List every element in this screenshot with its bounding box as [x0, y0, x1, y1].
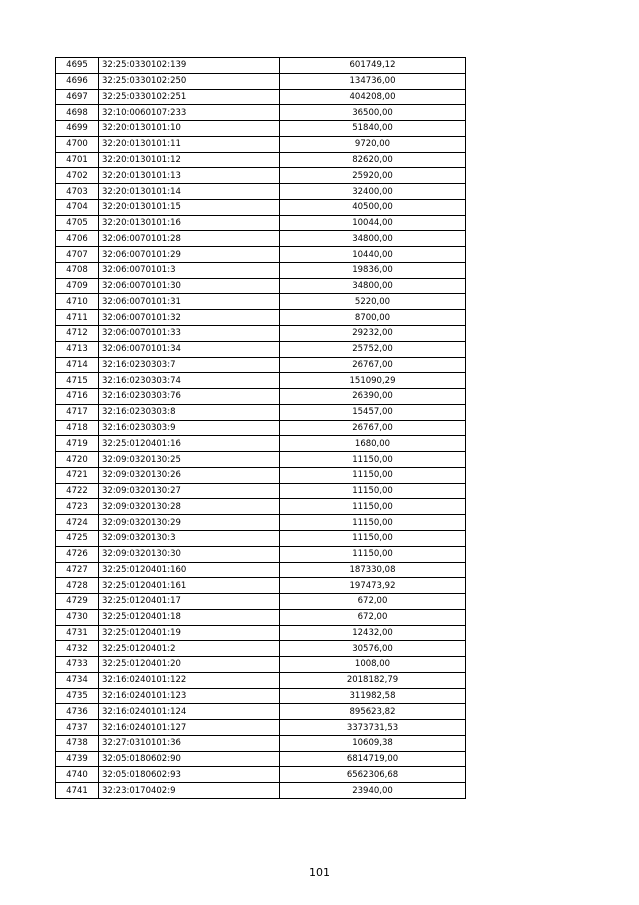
cadastral-number-cell: 32:25:0120401:19 [99, 625, 280, 641]
row-number-cell: 4738 [56, 735, 99, 751]
cadastral-number-cell: 32:06:0070101:30 [99, 278, 280, 294]
row-number-cell: 4697 [56, 89, 99, 105]
table-row [56, 672, 466, 688]
table-row [56, 184, 466, 200]
cadastral-number-cell: 32:25:0120401:2 [99, 641, 280, 657]
cadastral-number-cell: 32:05:0180602:90 [99, 751, 280, 767]
row-number-cell: 4713 [56, 341, 99, 357]
cadastral-value-cell: 36500,00 [280, 105, 466, 121]
row-number-cell: 4729 [56, 594, 99, 610]
table-row [56, 215, 466, 231]
row-number-cell: 4739 [56, 751, 99, 767]
table-row [56, 389, 466, 405]
row-number-cell: 4728 [56, 578, 99, 594]
cadastral-number-cell: 32:09:0320130:27 [99, 483, 280, 499]
cadastral-value-cell: 12432,00 [280, 625, 466, 641]
cadastral-number-cell: 32:06:0070101:34 [99, 341, 280, 357]
row-number-cell: 4696 [56, 73, 99, 89]
row-number-cell: 4734 [56, 672, 99, 688]
table-row [56, 515, 466, 531]
cadastral-number-cell: 32:20:0130101:12 [99, 152, 280, 168]
cadastral-value-cell: 11150,00 [280, 499, 466, 515]
cadastral-value-cell: 25920,00 [280, 168, 466, 184]
row-number-cell: 4701 [56, 152, 99, 168]
cadastral-value-cell: 82620,00 [280, 152, 466, 168]
row-number-cell: 4733 [56, 657, 99, 673]
cadastral-number-cell: 32:09:0320130:30 [99, 546, 280, 562]
cadastral-number-cell: 32:09:0320130:25 [99, 452, 280, 468]
row-number-cell: 4720 [56, 452, 99, 468]
table-row [56, 578, 466, 594]
row-number-cell: 4707 [56, 247, 99, 263]
table-row [56, 625, 466, 641]
table-row [56, 483, 466, 499]
row-number-cell: 4718 [56, 420, 99, 436]
cadastral-value-cell: 34800,00 [280, 231, 466, 247]
table-row [56, 657, 466, 673]
cadastral-number-cell: 32:16:0230303:9 [99, 420, 280, 436]
row-number-cell: 4715 [56, 373, 99, 389]
row-number-cell: 4727 [56, 562, 99, 578]
table-row [56, 105, 466, 121]
cadastral-number-cell: 32:06:0070101:32 [99, 310, 280, 326]
cadastral-number-cell: 32:16:0230303:76 [99, 389, 280, 405]
row-number-cell: 4736 [56, 704, 99, 720]
cadastral-number-cell: 32:06:0070101:33 [99, 326, 280, 342]
row-number-cell: 4702 [56, 168, 99, 184]
table-row [56, 562, 466, 578]
cadastral-number-cell: 32:16:0240101:122 [99, 672, 280, 688]
row-number-cell: 4730 [56, 609, 99, 625]
cadastral-number-cell: 32:09:0320130:29 [99, 515, 280, 531]
row-number-cell: 4731 [56, 625, 99, 641]
cadastral-value-cell: 30576,00 [280, 641, 466, 657]
cadastral-number-cell: 32:20:0130101:14 [99, 184, 280, 200]
page-number: 101 [309, 866, 330, 879]
cadastral-number-cell: 32:06:0070101:29 [99, 247, 280, 263]
cadastral-number-cell: 32:09:0320130:28 [99, 499, 280, 515]
cadastral-value-cell: 19836,00 [280, 262, 466, 278]
cadastral-number-cell: 32:16:0230303:8 [99, 404, 280, 420]
row-number-cell: 4704 [56, 199, 99, 215]
cadastral-value-cell: 672,00 [280, 609, 466, 625]
row-number-cell: 4710 [56, 294, 99, 310]
table-row [56, 530, 466, 546]
cadastral-value-cell: 404208,00 [280, 89, 466, 105]
table-row [56, 294, 466, 310]
table-row [56, 357, 466, 373]
table-row [56, 452, 466, 468]
table-row [56, 404, 466, 420]
row-number-cell: 4705 [56, 215, 99, 231]
table-row [56, 546, 466, 562]
cadastral-number-cell: 32:16:0230303:74 [99, 373, 280, 389]
cadastral-number-cell: 32:25:0120401:160 [99, 562, 280, 578]
cadastral-value-cell: 3373731,53 [280, 720, 466, 736]
row-number-cell: 4741 [56, 783, 99, 799]
table-row [56, 136, 466, 152]
cadastral-number-cell: 32:25:0330102:250 [99, 73, 280, 89]
cadastral-number-cell: 32:16:0240101:123 [99, 688, 280, 704]
cadastral-number-cell: 32:20:0130101:13 [99, 168, 280, 184]
cadastral-number-cell: 32:25:0120401:20 [99, 657, 280, 673]
cadastral-value-table [55, 57, 466, 799]
table-row [56, 436, 466, 452]
cadastral-value-cell: 5220,00 [280, 294, 466, 310]
row-number-cell: 4708 [56, 262, 99, 278]
row-number-cell: 4698 [56, 105, 99, 121]
cadastral-value-cell: 11150,00 [280, 530, 466, 546]
row-number-cell: 4706 [56, 231, 99, 247]
table-row [56, 641, 466, 657]
row-number-cell: 4724 [56, 515, 99, 531]
cadastral-value-cell: 1008,00 [280, 657, 466, 673]
cadastral-number-cell: 32:06:0070101:31 [99, 294, 280, 310]
table-row [56, 199, 466, 215]
table-row [56, 751, 466, 767]
table-row [56, 767, 466, 783]
cadastral-number-cell: 32:25:0330102:139 [99, 58, 280, 74]
cadastral-number-cell: 32:25:0120401:161 [99, 578, 280, 594]
table-row [56, 341, 466, 357]
cadastral-number-cell: 32:05:0180602:93 [99, 767, 280, 783]
cadastral-number-cell: 32:27:0310101:36 [99, 735, 280, 751]
cadastral-number-cell: 32:20:0130101:16 [99, 215, 280, 231]
table-row [56, 89, 466, 105]
row-number-cell: 4700 [56, 136, 99, 152]
row-number-cell: 4714 [56, 357, 99, 373]
cadastral-value-cell: 29232,00 [280, 326, 466, 342]
row-number-cell: 4721 [56, 467, 99, 483]
table-row [56, 58, 466, 74]
row-number-cell: 4712 [56, 326, 99, 342]
table-row [56, 73, 466, 89]
table-row [56, 420, 466, 436]
cadastral-value-cell: 23940,00 [280, 783, 466, 799]
cadastral-value-cell: 672,00 [280, 594, 466, 610]
cadastral-number-cell: 32:16:0240101:124 [99, 704, 280, 720]
cadastral-value-cell: 10440,00 [280, 247, 466, 263]
cadastral-value-cell: 34800,00 [280, 278, 466, 294]
cadastral-value-cell: 11150,00 [280, 515, 466, 531]
table-row [56, 688, 466, 704]
row-number-cell: 4711 [56, 310, 99, 326]
cadastral-value-cell: 311982,58 [280, 688, 466, 704]
cadastral-value-cell: 26390,00 [280, 389, 466, 405]
cadastral-value-cell: 6814719,00 [280, 751, 466, 767]
cadastral-value-cell: 2018182,79 [280, 672, 466, 688]
row-number-cell: 4722 [56, 483, 99, 499]
cadastral-number-cell: 32:09:0320130:3 [99, 530, 280, 546]
table-row [56, 783, 466, 799]
cadastral-number-cell: 32:25:0120401:18 [99, 609, 280, 625]
table-row [56, 278, 466, 294]
cadastral-number-cell: 32:10:0060107:233 [99, 105, 280, 121]
cadastral-value-cell: 197473,92 [280, 578, 466, 594]
cadastral-value-cell: 151090,29 [280, 373, 466, 389]
cadastral-value-cell: 40500,00 [280, 199, 466, 215]
cadastral-value-cell: 134736,00 [280, 73, 466, 89]
row-number-cell: 4732 [56, 641, 99, 657]
cadastral-value-cell: 1680,00 [280, 436, 466, 452]
cadastral-value-cell: 11150,00 [280, 452, 466, 468]
cadastral-value-cell: 895623,82 [280, 704, 466, 720]
table-row [56, 310, 466, 326]
cadastral-number-cell: 32:06:0070101:3 [99, 262, 280, 278]
table-row [56, 720, 466, 736]
cadastral-number-cell: 32:09:0320130:26 [99, 467, 280, 483]
cadastral-value-cell: 26767,00 [280, 357, 466, 373]
table-row [56, 168, 466, 184]
cadastral-number-cell: 32:23:0170402:9 [99, 783, 280, 799]
row-number-cell: 4717 [56, 404, 99, 420]
cadastral-value-cell: 6562306,68 [280, 767, 466, 783]
cadastral-value-cell: 187330,08 [280, 562, 466, 578]
table-row [56, 326, 466, 342]
table-row [56, 231, 466, 247]
cadastral-number-cell: 32:20:0130101:11 [99, 136, 280, 152]
table-row [56, 152, 466, 168]
cadastral-number-cell: 32:25:0120401:16 [99, 436, 280, 452]
cadastral-value-cell: 25752,00 [280, 341, 466, 357]
row-number-cell: 4695 [56, 58, 99, 74]
table-row [56, 262, 466, 278]
cadastral-value-cell: 10609,38 [280, 735, 466, 751]
cadastral-value-cell: 51840,00 [280, 121, 466, 137]
row-number-cell: 4716 [56, 389, 99, 405]
row-number-cell: 4709 [56, 278, 99, 294]
cadastral-number-cell: 32:20:0130101:15 [99, 199, 280, 215]
cadastral-value-cell: 9720,00 [280, 136, 466, 152]
cadastral-value-cell: 601749,12 [280, 58, 466, 74]
row-number-cell: 4703 [56, 184, 99, 200]
cadastral-value-cell: 26767,00 [280, 420, 466, 436]
cadastral-number-cell: 32:06:0070101:28 [99, 231, 280, 247]
row-number-cell: 4725 [56, 530, 99, 546]
row-number-cell: 4735 [56, 688, 99, 704]
table-row [56, 121, 466, 137]
table-body [56, 58, 466, 799]
row-number-cell: 4726 [56, 546, 99, 562]
cadastral-value-cell: 32400,00 [280, 184, 466, 200]
cadastral-number-cell: 32:20:0130101:10 [99, 121, 280, 137]
row-number-cell: 4740 [56, 767, 99, 783]
cadastral-number-cell: 32:25:0330102:251 [99, 89, 280, 105]
table-row [56, 735, 466, 751]
cadastral-value-cell: 11150,00 [280, 483, 466, 499]
cadastral-value-cell: 10044,00 [280, 215, 466, 231]
table-row [56, 609, 466, 625]
cadastral-number-cell: 32:16:0240101:127 [99, 720, 280, 736]
row-number-cell: 4737 [56, 720, 99, 736]
table-row [56, 373, 466, 389]
cadastral-number-cell: 32:16:0230303:7 [99, 357, 280, 373]
table-row [56, 704, 466, 720]
cadastral-value-cell: 15457,00 [280, 404, 466, 420]
table-row [56, 247, 466, 263]
row-number-cell: 4719 [56, 436, 99, 452]
table-row [56, 594, 466, 610]
table-row [56, 467, 466, 483]
row-number-cell: 4723 [56, 499, 99, 515]
row-number-cell: 4699 [56, 121, 99, 137]
cadastral-value-cell: 11150,00 [280, 546, 466, 562]
cadastral-number-cell: 32:25:0120401:17 [99, 594, 280, 610]
table-row [56, 499, 466, 515]
cadastral-value-cell: 8700,00 [280, 310, 466, 326]
cadastral-value-cell: 11150,00 [280, 467, 466, 483]
